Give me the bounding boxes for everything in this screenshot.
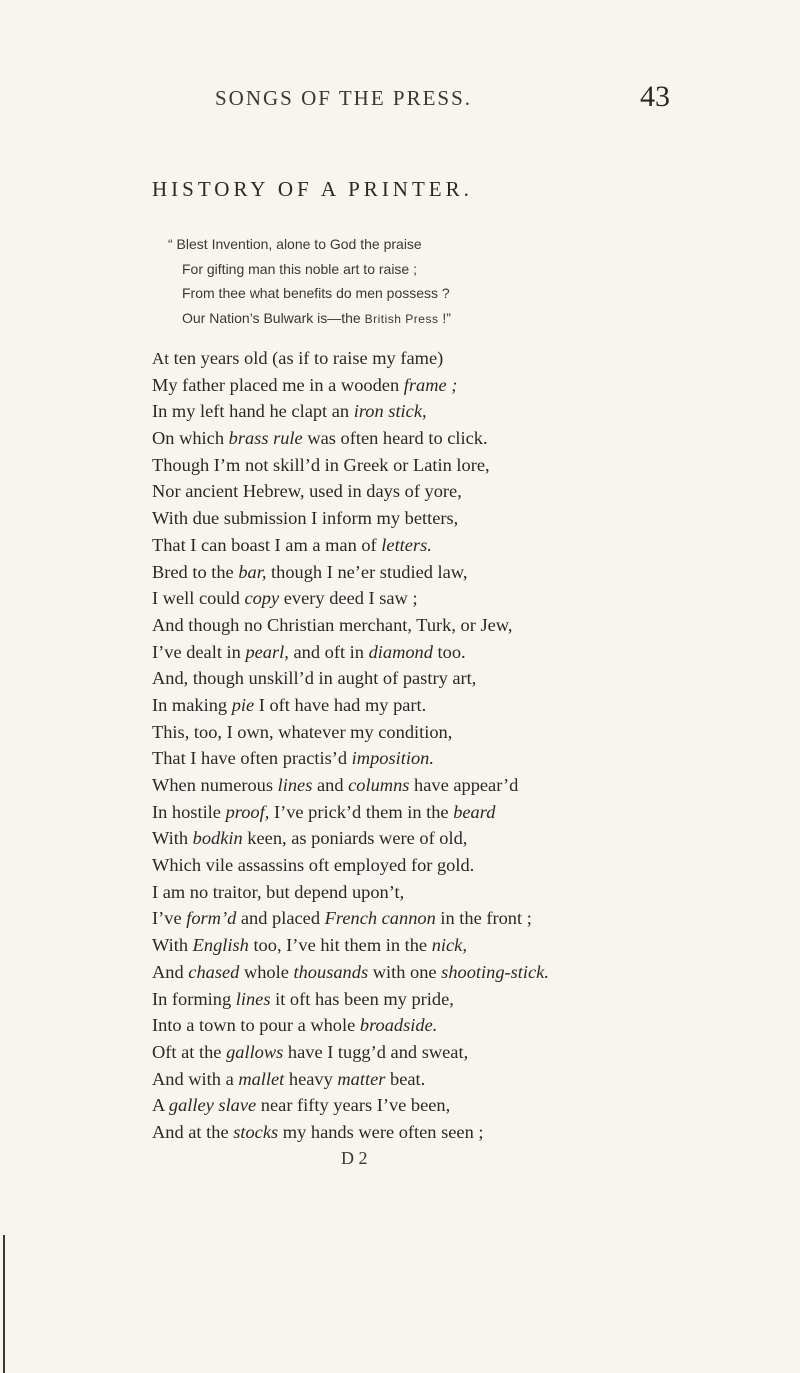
poem-text: though I ne’er studied law,: [266, 561, 468, 582]
poem-text: In making: [152, 694, 232, 715]
poem-italic: stocks: [233, 1121, 279, 1142]
poem-line: [152, 665, 549, 692]
poem-line: [152, 772, 549, 799]
poem-text: On which: [152, 428, 229, 449]
poem-text: Though I’m not skill’d in Greek or Latin lore,: [152, 454, 490, 475]
poem-italic: diamond: [368, 641, 433, 662]
poem-italic: iron stick,: [353, 401, 427, 422]
poem-italic: lines: [235, 988, 271, 1009]
poem-text: heavy: [284, 1068, 338, 1089]
poem-text: Bred to the: [152, 561, 239, 582]
poem-text: With due submission I inform my betters,: [152, 508, 459, 529]
poem-text: This, too, I own, whatever my condition,: [152, 721, 453, 742]
poem-line: [152, 372, 549, 399]
poem-italic: mallet: [238, 1068, 285, 1089]
poem-italic: shooting-stick.: [441, 961, 549, 982]
poem-line: [152, 559, 549, 586]
poem-italic: letters.: [381, 534, 432, 555]
poem-line: [152, 639, 549, 666]
poem-line: [152, 478, 549, 505]
poem-text: and placed: [236, 908, 325, 929]
poem-text: I’ve dealt in: [152, 641, 246, 662]
poem-text: With: [152, 828, 193, 849]
poem-italic: chased: [188, 961, 240, 982]
poem-line: [152, 825, 549, 852]
poem-text: Nor ancient Hebrew, used in days of yore,: [152, 481, 462, 502]
poem-italic: broadside.: [359, 1015, 438, 1036]
poem-title: HISTORY OF A PRINTER.: [152, 177, 473, 201]
poem-text: Into a town to pour a whole: [152, 1015, 360, 1036]
poem-line: [152, 345, 549, 372]
poem-italic: pie: [231, 694, 255, 715]
poem-text: I’ve prick’d them in the: [269, 801, 454, 822]
poem-text: I oft have had my part.: [254, 694, 427, 715]
poem-line: [152, 532, 549, 559]
poem-text: ten years old (as if to raise my fame): [169, 348, 444, 368]
poem-text: I’ve: [152, 908, 187, 929]
poem-text: was often heard to click.: [302, 428, 488, 449]
poem-italic: form’d: [186, 908, 237, 929]
epigraph-line: From thee what benefits do men possess ?: [182, 285, 450, 301]
poem-line: [152, 852, 549, 879]
poem-text: my hands were often seen ;: [278, 1121, 484, 1142]
poem-body: [152, 345, 549, 1146]
poem-italic: nick,: [431, 935, 467, 956]
poem-line: [152, 879, 549, 906]
poem-text: and oft in: [288, 641, 369, 662]
epigraph-line: For gifting man this noble art to raise ;: [182, 260, 417, 277]
poem-text: And: [152, 961, 189, 982]
poem-text: And, though unskill’d in aught of pastry art,: [152, 668, 477, 689]
poem-text: whole: [239, 961, 294, 982]
poem-line: [152, 932, 549, 959]
poem-italic: imposition.: [351, 748, 434, 769]
poem-text: have appear’d: [409, 775, 519, 795]
poem-text: And at the: [152, 1121, 234, 1142]
poem-italic: lines: [277, 775, 313, 795]
poem-text: I am no traitor, but depend upon’t,: [152, 881, 405, 902]
epigraph-text: !”: [438, 309, 451, 326]
poem-italic: brass rule: [228, 428, 303, 449]
poem-text: When numerous: [152, 775, 278, 795]
poem-text: every deed I saw ;: [279, 588, 418, 609]
poem-italic: pearl,: [245, 641, 289, 662]
poem-line: [152, 799, 549, 826]
epigraph: [168, 232, 451, 331]
running-head: SONGS OF THE PRESS.: [215, 86, 473, 110]
poem-line: [152, 1119, 549, 1146]
poem-text: With: [152, 935, 193, 956]
poem-line: [152, 505, 549, 532]
epigraph-line: “ Blest Invention, alone to God the praise: [168, 236, 422, 252]
signature-mark: D 2: [341, 1148, 368, 1168]
poem-text: At: [152, 349, 169, 368]
poem-line: [152, 719, 549, 746]
poem-text: And though no Christian merchant, Turk, or Jew,: [152, 614, 513, 635]
poem-text: it oft has been my pride,: [270, 988, 454, 1009]
poem-text: keen, as poniards were of old,: [242, 828, 468, 849]
poem-line: [152, 425, 549, 452]
poem-italic: thousands: [293, 961, 369, 982]
poem-line: [152, 959, 549, 986]
poem-text: That I can boast I am a man of: [152, 534, 382, 555]
poem-line: [152, 1092, 549, 1119]
poem-text: too.: [432, 641, 466, 662]
poem-italic: frame ;: [403, 374, 458, 395]
poem-text: That I have often practis’d: [152, 748, 352, 769]
poem-line: [152, 692, 549, 719]
poem-italic: columns: [348, 775, 410, 795]
poem-line: [152, 905, 549, 932]
poem-italic: bar,: [238, 561, 267, 582]
epigraph-smallcaps: British Press: [364, 311, 439, 326]
poem-text: In hostile: [152, 801, 226, 822]
poem-line: [152, 745, 549, 772]
poem-text: Oft at the: [152, 1041, 227, 1062]
poem-italic: proof,: [225, 801, 270, 822]
poem-text: Which vile assassins oft employed for gold.: [152, 855, 475, 876]
poem-text: have I tugg’d and sweat,: [283, 1041, 469, 1062]
poem-line: [152, 1066, 549, 1093]
poem-italic: French cannon: [324, 908, 436, 929]
poem-line: [152, 398, 549, 425]
poem-text: with one: [368, 961, 442, 982]
poem-text: in the front ;: [435, 908, 532, 929]
poem-line: [152, 986, 549, 1013]
poem-text: My father placed me in a wooden: [152, 374, 404, 395]
edge-mark: [3, 1235, 5, 1373]
poem-line: [152, 612, 549, 639]
poem-text: too, I’ve hit them in the: [248, 935, 432, 956]
poem-line: [152, 1012, 549, 1039]
poem-italic: beard: [453, 801, 496, 822]
poem-italic: English: [192, 935, 249, 956]
poem-italic: bodkin: [192, 828, 243, 849]
poem-text: near fifty years I’ve been,: [256, 1095, 451, 1116]
poem-text: A: [152, 1095, 169, 1116]
poem-line: [152, 452, 549, 479]
poem-italic: copy: [244, 588, 280, 609]
poem-italic: matter: [337, 1068, 386, 1089]
poem-text: I well could: [152, 588, 245, 609]
poem-italic: galley slave: [168, 1095, 257, 1116]
page-number: 43: [640, 80, 670, 113]
poem-text: and: [312, 775, 349, 795]
poem-text: beat.: [385, 1068, 426, 1089]
poem-line: [152, 585, 549, 612]
poem-text: In forming: [152, 988, 236, 1009]
poem-text: In my left hand he clapt an: [152, 401, 354, 422]
poem-line: [152, 1039, 549, 1066]
poem-italic: gallows: [226, 1041, 284, 1062]
epigraph-line: [168, 306, 451, 332]
epigraph-text: Our Nation’s Bulwark is—the: [182, 309, 365, 326]
poem-text: And with a: [152, 1068, 239, 1089]
